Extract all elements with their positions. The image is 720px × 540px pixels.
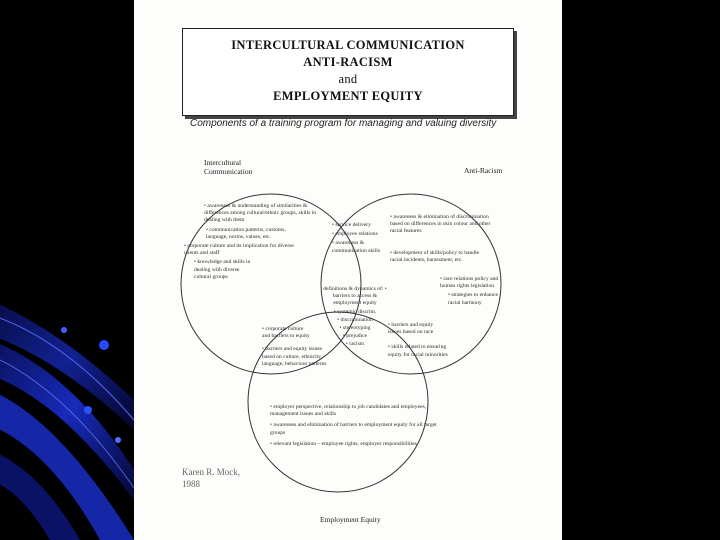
list-item: • corporate culture and its implication for diverse clients and staff xyxy=(184,243,294,257)
list-item: • employer perspective, relationship to job candidates and employees, management issues and skills xyxy=(270,404,427,418)
left-decorative-panel xyxy=(0,0,134,540)
dot-icon xyxy=(61,327,67,333)
list-item: • service delivery xyxy=(332,222,371,228)
region-intercultural-equity xyxy=(262,326,334,370)
list-item: • knowledge and skills in dealing with diverse cultural groups xyxy=(194,259,251,280)
dot-icon xyxy=(84,406,92,414)
list-item: • employee relations xyxy=(332,231,378,238)
list-item: • systemic discrim. xyxy=(333,308,377,315)
list-item: • awareness & understanding of similarities & differences among cultural/ethnic groups, skills in dealing with them xyxy=(204,203,317,224)
list-item: • strategies to enhance racial harmony xyxy=(448,292,498,306)
region-antiracism-only xyxy=(390,214,500,309)
list-item: • awareness & elimination of discrimination based on differences in skin colour and other racial features xyxy=(390,214,491,235)
author-credit: Karen R. Mock, 1988 xyxy=(182,467,240,489)
list-item: • discrimination xyxy=(337,316,373,323)
antiracism-label: Anti-Racism xyxy=(464,166,503,175)
list-item: • barriers and equity issues based on race xyxy=(388,322,434,336)
scanned-page xyxy=(134,0,562,540)
list-item: • awareness & communication skills xyxy=(332,240,381,254)
list-item: • communication patterns, customs, language, norms, values, etc. xyxy=(206,226,286,240)
region-intercultural-only xyxy=(184,203,328,283)
list-item: definitions & dynamics of: • barriers to access & employment equity xyxy=(323,286,387,307)
blue-swoosh-decoration xyxy=(0,0,134,540)
list-item: • prejudice xyxy=(342,333,368,340)
dot-icon xyxy=(99,340,109,350)
region-antiracism-equity xyxy=(388,322,448,361)
right-black-panel xyxy=(562,0,720,540)
title-line-4: EMPLOYMENT EQUITY xyxy=(273,89,423,103)
subtitle: Components of a training program for managing and valuing diversity xyxy=(190,118,497,129)
list-item: • relevant legislation – employee rights, employer responsibilities xyxy=(270,440,417,447)
list-item: • development of skills/policy to handle racial incidents, harassment, etc. xyxy=(390,249,480,263)
list-item: • race relations policy and human rights legislation xyxy=(440,276,499,290)
equity-label: Employment Equity xyxy=(320,515,381,524)
list-item: • racism xyxy=(345,341,365,348)
list-item: • awareness and elimination of barriers to employment equity for all target groups xyxy=(270,422,437,436)
dot-icon xyxy=(115,437,121,443)
title-line-2: ANTI-RACISM xyxy=(303,55,393,69)
region-intercultural-antiracism xyxy=(332,222,392,257)
list-item: • corporate culture and barriers to equity xyxy=(262,326,310,340)
region-equity-only xyxy=(270,404,450,450)
list-item: • skills related to ensuring equity for racial minorities xyxy=(388,344,448,358)
title-line-3: and xyxy=(338,72,358,86)
list-item: • barriers and equity issues based on culture, ethnicity, language, behaviour patterns xyxy=(262,346,327,367)
title-line-1: INTERCULTURAL COMMUNICATION xyxy=(231,38,465,52)
intercultural-label: Intercultural Communication xyxy=(204,158,253,176)
list-item: • stereotyping xyxy=(339,325,371,332)
